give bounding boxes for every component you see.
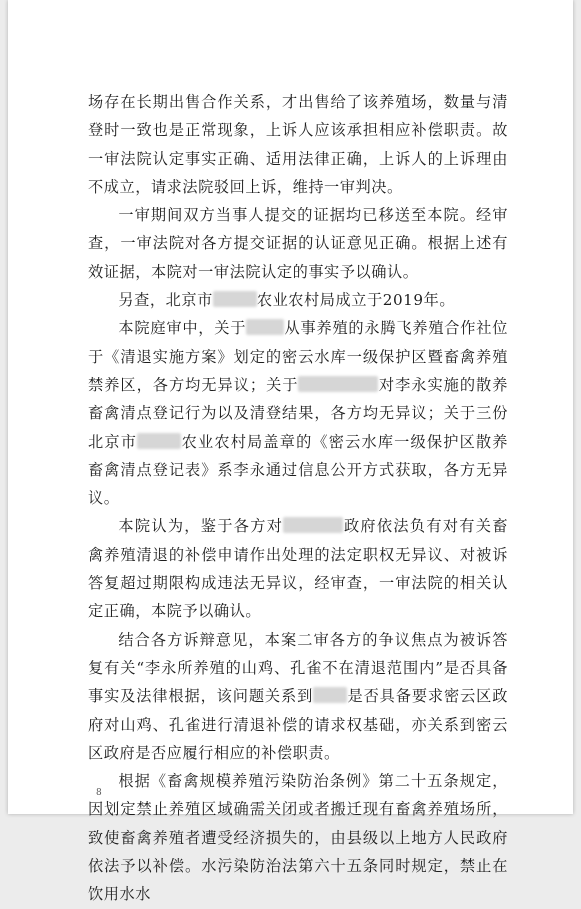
document-body [88,88,508,909]
text-segment: 一审期间双方当事人提交的证据均已移送至本院。经审查，一审法院对各方提交证据的认证意见正确。根据上述有效证据，本院对一审法院认定的事实予以确认。 [88,206,508,281]
text-segment: 本院认为，鉴于各方对 [118,517,284,536]
text-segment: 政府依法负有对有关畜禽养殖清退的补偿申请作出处理的法定职权无异议、对被诉答复超过期限构成违法无异议，经审查，一审法院的相关认定正确，本院予以确认。 [88,517,509,621]
text-segment: 农业农村局成立于2019年。 [256,291,456,310]
page-number: 8 [96,788,102,798]
document-page [8,0,573,904]
redacted-text [298,376,378,392]
paragraph-2 [88,201,508,286]
text-segment: 场存在长期出售合作关系，才出售给了该养殖场，数量与清登时一致也是正常现象，上诉人应该承担相应补偿职责。故一审法院认定事实正确、适用法律正确，上诉人的上诉理由不成立，请求法院驳回上诉，维持一审判决。 [88,93,508,196]
text-segment: 农业农村局盖章的《密云水库一级保护区散养畜禽清点登记表》系李永通过信息公开方式获取，各方无异议。 [88,432,508,508]
paragraph-1 [88,88,508,201]
text-segment: 另查，北京市 [118,291,213,310]
redacted-text [246,319,284,335]
redacted-text [313,687,347,703]
text-segment: 对李永实施的散养畜禽清点登记行为以及清登结果，各方均无异议；关于三份北京市 [88,375,508,451]
paragraph-6 [88,626,508,767]
paragraph-4 [88,314,508,512]
text-segment: 本院庭审中，关于 [118,319,247,338]
paragraph-5 [88,512,508,625]
text-segment: 从事养殖的永腾飞养殖合作社位于《清退实施方案》划定的密云水库一级保护区暨畜禽养殖禁养区，各方均无异议；关于 [88,319,508,394]
redacted-text [283,517,343,533]
redacted-text [213,291,257,307]
text-segment: 是否具备要求密云区政府对山鸡、孔雀进行清退补偿的请求权基础，亦关系到密云区政府是否应履行相应的补偿职责。 [88,687,509,762]
paragraph-3 [88,286,508,314]
paragraph-7 [88,767,508,908]
redacted-text [137,433,181,449]
text-segment: 根据《畜禽规模养殖污染防治条例》第二十五条规定，因划定禁止养殖区域确需关闭或者搬迁现有畜禽养殖场所，致使畜禽养殖者遭受经济损失的，由县级以上地方人民政府依法予以补偿。水污染防治法第六十五条同时规定，禁止在饮用水水 [88,772,508,904]
text-segment: 结合各方诉辩意见，本案二审各方的争议焦点为被诉答复有关“李永所养殖的山鸡、孔雀不在清退范围内”是否具备事实及法律根据，该问题关系到 [88,630,508,706]
